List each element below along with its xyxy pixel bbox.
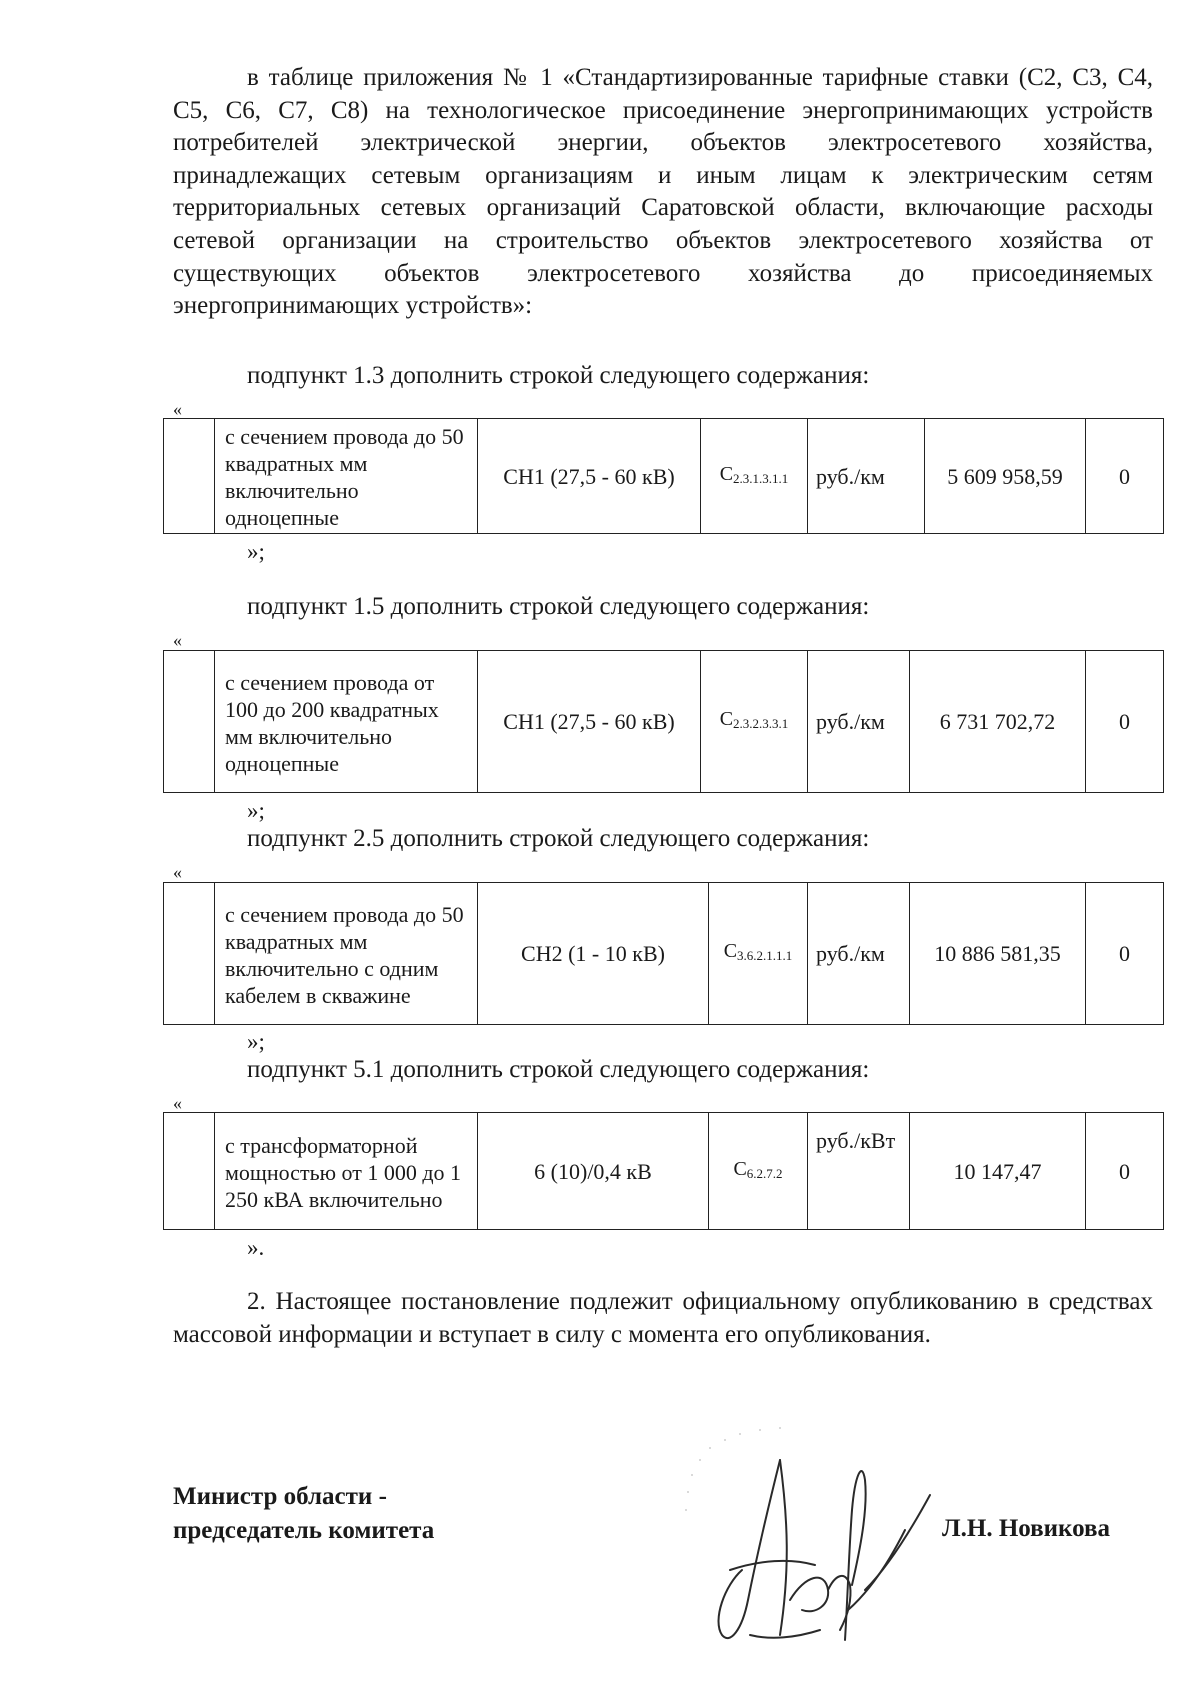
extra-value-cell: 0 (1086, 419, 1164, 534)
table-row (164, 1113, 1164, 1230)
amendment-table-4 (163, 1112, 1164, 1230)
rate-code-cell (709, 883, 808, 1025)
value-cell: 6 731 702,72 (910, 651, 1086, 793)
rate-code-letter: С (719, 462, 734, 485)
description-cell: с сечением провода от 100 до 200 квадратных мм включительно одноцепные (215, 651, 478, 793)
clause-2-text: 2. Настоящее постановление подлежит официальному опубликованию в средствах массовой информации и вступает в силу с момента его опубликования. (173, 1288, 1153, 1348)
amendment-heading-4: подпункт 5.1 дополнить строкой следующего содержания: (247, 1056, 870, 1083)
row-number-cell (164, 419, 215, 534)
intro-paragraph (173, 62, 1153, 323)
quote-open-2: « (173, 630, 182, 650)
signatory-title-line-2: председатель комитета (173, 1517, 435, 1544)
quote-close-4: ». (247, 1235, 265, 1260)
signatory-title (173, 1480, 434, 1548)
voltage-cell: СН1 (27,5 - 60 кВ) (478, 651, 701, 793)
amendment-heading-1: подпункт 1.3 дополнить строкой следующего содержания: (247, 362, 870, 389)
unit-cell: руб./км (808, 419, 925, 534)
signatory-name: Л.Н. Новикова (942, 1515, 1111, 1542)
description-cell: с трансформаторной мощностью от 1 000 до 1 250 кВА включительно (215, 1113, 478, 1230)
value-cell: 10 147,47 (910, 1113, 1086, 1230)
unit-cell: руб./кВт (808, 1113, 910, 1230)
handwritten-signature (630, 1400, 970, 1670)
rate-code-cell (701, 651, 808, 793)
amendment-heading-3: подпункт 2.5 дополнить строкой следующего содержания: (247, 825, 870, 852)
rate-code-letter: С (719, 708, 734, 730)
table-row (164, 419, 1164, 534)
value-cell: 5 609 958,59 (925, 419, 1086, 534)
voltage-cell: 6 (10)/0,4 кВ (478, 1113, 709, 1230)
rate-code-subscript: 2.3.2.3.3.1 (733, 716, 789, 731)
table-row (164, 883, 1164, 1025)
unit-cell: руб./км (808, 883, 910, 1025)
quote-open-1: « (173, 399, 182, 419)
intro-text: в таблице приложения № 1 «Стандартизированные тарифные ставки (С2, С3, С4, С5, С6, С7, С8) на технологическое присоединение энергопринимающих устройств потребителей электрической энергии, объектов электросетевого хозяйства, принадлежащих сетевым организациям и иным лицам к электрическим сетям территориальных сетевых организаций Саратовской области, включающие расходы сетевой организации на строительство объектов электросетевого хозяйства от существующих объектов электросетевого хозяйства до присоединяемых энергопринимающих устройств»: (173, 64, 1153, 320)
signatory-title-line-1: Министр области - (173, 1483, 387, 1510)
quote-open-3: « (173, 862, 182, 882)
row-number-cell (164, 1113, 215, 1230)
description-cell: с сечением провода до 50 квадратных мм включительно одноцепные (215, 419, 478, 534)
quote-close-3: »; (247, 1029, 265, 1054)
row-number-cell (164, 651, 215, 793)
voltage-cell: СН2 (1 - 10 кВ) (478, 883, 709, 1025)
rate-code-letter: С (733, 1157, 747, 1180)
quote-open-4: « (173, 1093, 182, 1113)
extra-value-cell: 0 (1086, 1113, 1164, 1230)
table-row (164, 651, 1164, 793)
description-cell: с сечением провода до 50 квадратных мм включительно с одним кабелем в скважине (215, 883, 478, 1025)
amendment-table-3 (163, 882, 1164, 1025)
rate-code-subscript: 2.3.1.3.1.1 (733, 470, 789, 486)
extra-value-cell: 0 (1086, 651, 1164, 793)
rate-code-cell (709, 1113, 808, 1230)
quote-close-1: »; (247, 539, 265, 564)
rate-code-subscript: 6.2.7.2 (746, 1165, 783, 1181)
unit-cell: руб./км (808, 651, 910, 793)
rate-code-letter: С (723, 940, 738, 962)
extra-value-cell: 0 (1086, 883, 1164, 1025)
rate-code-cell (701, 419, 808, 534)
amendment-table-2 (163, 650, 1164, 793)
amendment-table-1 (163, 418, 1164, 534)
rate-code-subscript: 3.6.2.1.1.1 (737, 948, 793, 963)
quote-close-2: »; (247, 798, 265, 823)
voltage-cell: СН1 (27,5 - 60 кВ) (478, 419, 701, 534)
row-number-cell (164, 883, 215, 1025)
amendment-heading-2: подпункт 1.5 дополнить строкой следующего содержания: (247, 593, 870, 620)
clause-2-paragraph (173, 1286, 1153, 1351)
value-cell: 10 886 581,35 (910, 883, 1086, 1025)
